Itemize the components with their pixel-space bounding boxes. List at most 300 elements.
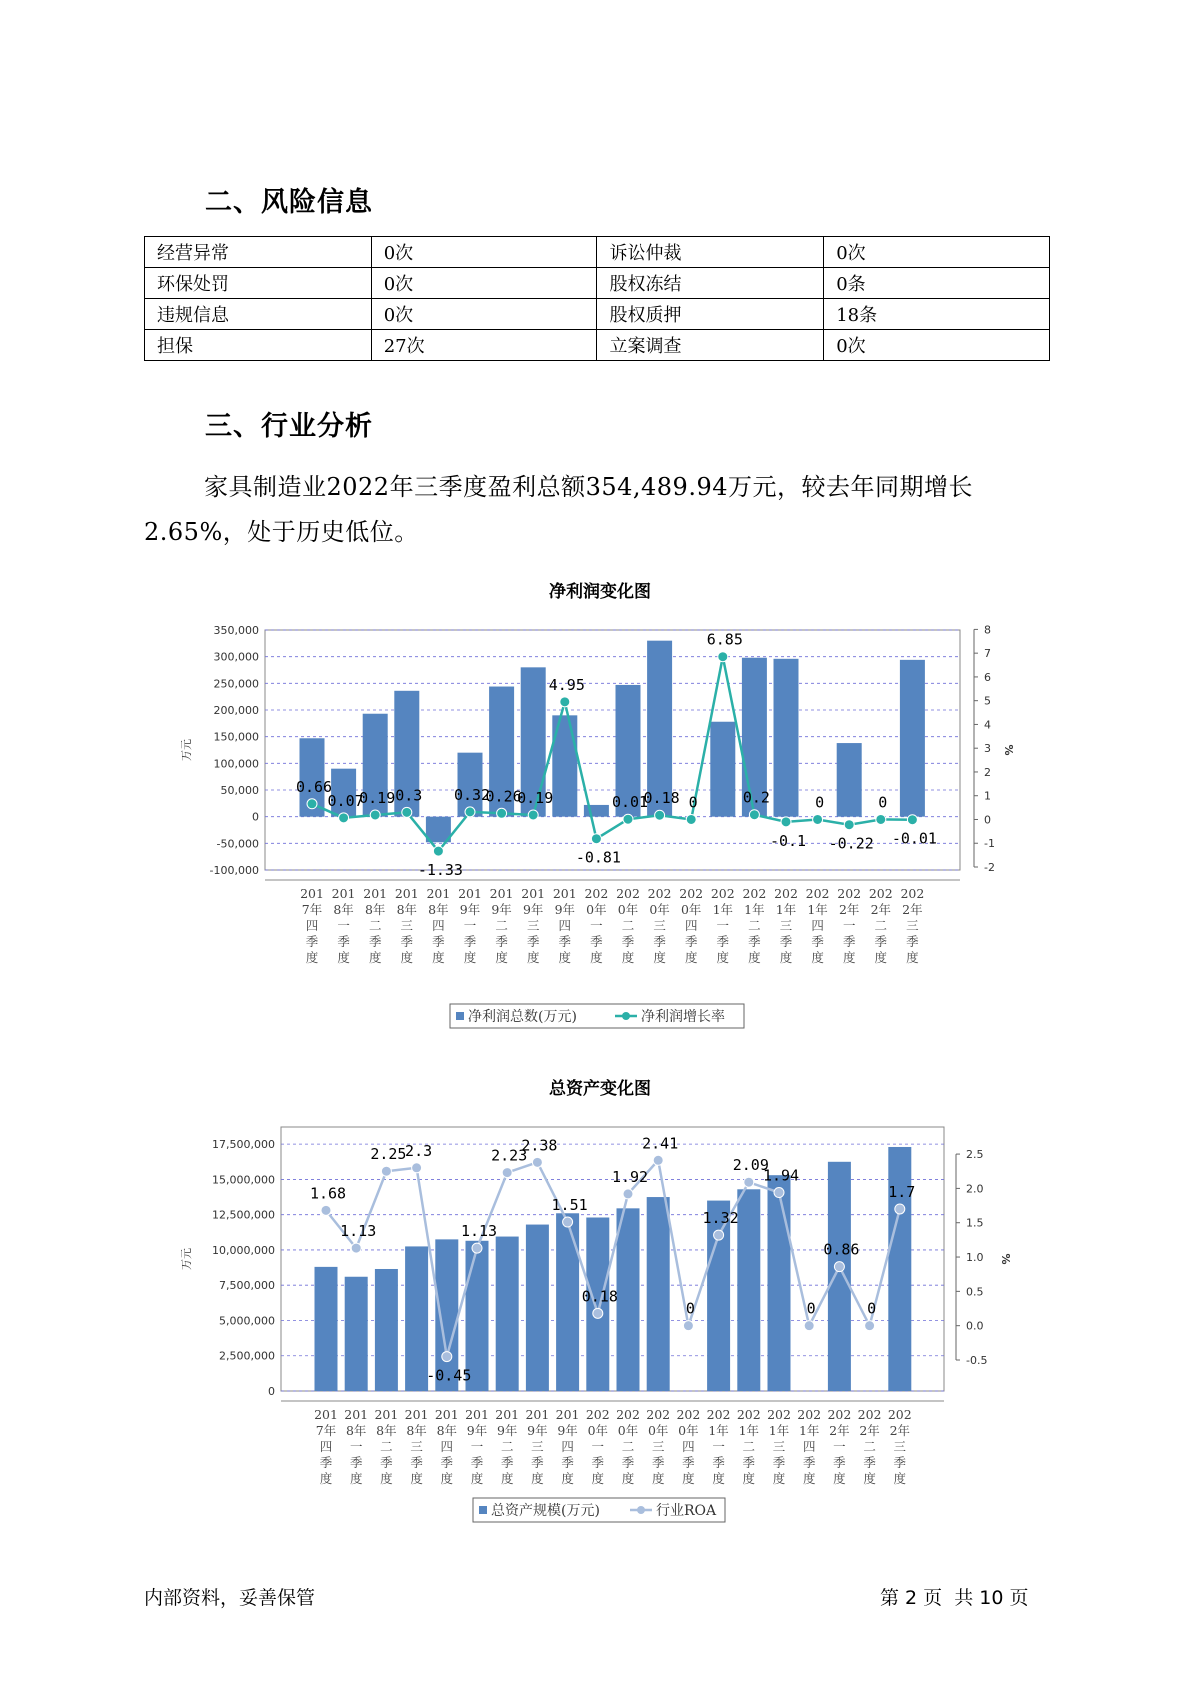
- data-label: 0: [867, 1299, 877, 1318]
- y2-tick-label: 1.0: [966, 1251, 984, 1265]
- line-point: [834, 1262, 844, 1272]
- y-tick-label: 15,000,000: [212, 1173, 275, 1187]
- x-tick-label: 季: [863, 1455, 876, 1470]
- x-tick-label: 度: [906, 950, 919, 965]
- data-label: 6.85: [706, 630, 743, 649]
- x-tick-label: 1年: [798, 1423, 820, 1438]
- risk-item-value: 0次: [371, 299, 597, 330]
- x-tick-label: 202: [827, 1407, 852, 1422]
- risk-item-value: 0次: [371, 268, 597, 299]
- data-label: 1.68: [309, 1184, 347, 1203]
- x-tick-label: 1年: [712, 902, 734, 917]
- y2-tick-label: 7: [984, 647, 991, 661]
- x-tick-label: 8年: [345, 1423, 367, 1438]
- bar: [617, 1208, 640, 1391]
- line-point: [402, 807, 412, 817]
- data-label: 0.86: [823, 1240, 860, 1259]
- data-label: 0.26: [485, 787, 522, 806]
- bar: [737, 1189, 760, 1391]
- x-tick-label: 202: [868, 886, 893, 901]
- y2-tick-label: 8: [984, 623, 991, 637]
- x-tick-label: 二: [742, 1439, 756, 1454]
- line-point: [339, 813, 349, 823]
- x-tick-label: 0年: [587, 1423, 609, 1438]
- x-tick-label: 度: [590, 950, 603, 965]
- x-tick-label: 1年: [775, 902, 797, 917]
- x-tick-label: 季: [779, 934, 793, 949]
- y-tick-label: 250,000: [213, 677, 259, 691]
- x-tick-label: 度: [463, 950, 477, 965]
- line-point: [591, 834, 601, 844]
- y2-tick-label: 2.0: [966, 1182, 984, 1196]
- y2-axis-label: %: [999, 1253, 1012, 1265]
- x-tick-label: 季: [410, 1455, 423, 1470]
- data-label: 1.7: [888, 1182, 916, 1201]
- x-tick-label: 202: [887, 1407, 912, 1422]
- y2-tick-label: 2: [984, 765, 991, 779]
- x-tick-label: 度: [712, 1471, 725, 1486]
- line-point: [718, 652, 728, 662]
- x-tick-label: 三: [906, 918, 919, 933]
- y2-tick-label: 5: [984, 694, 991, 708]
- x-tick-label: 度: [682, 1471, 695, 1486]
- line-point: [813, 814, 823, 824]
- line-point: [895, 1204, 905, 1214]
- x-tick-label: 2年: [889, 1423, 911, 1438]
- x-tick-label: 季: [368, 934, 382, 949]
- x-tick-label: 三: [400, 918, 414, 933]
- data-label: 0.07: [327, 791, 364, 810]
- x-tick-label: 8年: [406, 1423, 427, 1438]
- data-label: 0.3: [395, 786, 423, 805]
- bar: [828, 1162, 851, 1391]
- x-tick-label: 度: [526, 950, 540, 965]
- x-tick-label: 三: [526, 918, 540, 933]
- x-tick-label: 度: [337, 950, 350, 965]
- x-tick-label: 度: [863, 1471, 876, 1486]
- x-tick-label: 度: [470, 1471, 484, 1486]
- data-label: 0: [688, 793, 698, 812]
- x-tick-label: 季: [590, 934, 603, 949]
- x-tick-label: 季: [463, 934, 477, 949]
- x-tick-label: 201: [314, 1407, 338, 1422]
- x-tick-label: 201: [465, 1407, 489, 1422]
- y-tick-label: 7,500,000: [219, 1279, 275, 1293]
- legend-label-line: 净利润增长率: [641, 1009, 725, 1025]
- line-point: [412, 1163, 422, 1173]
- chart-legend: [473, 1498, 725, 1522]
- total-assets-chart: [0, 1072, 1191, 1537]
- x-tick-label: 度: [531, 1471, 544, 1486]
- x-tick-label: 202: [647, 886, 672, 901]
- x-tick-label: 202: [710, 886, 735, 901]
- line-point: [714, 1230, 724, 1240]
- x-tick-label: 度: [802, 1471, 816, 1486]
- x-tick-label: 四: [432, 918, 445, 933]
- line-point: [497, 808, 507, 818]
- y-tick-label: 350,000: [213, 624, 259, 637]
- x-tick-label: 度: [400, 950, 414, 965]
- bar: [768, 1175, 791, 1391]
- line-point: [744, 1177, 754, 1187]
- data-label: 1.13: [460, 1222, 498, 1241]
- x-tick-label: 一: [463, 918, 477, 933]
- x-tick-label: 三: [651, 1439, 665, 1454]
- x-tick-label: 季: [558, 934, 572, 949]
- x-tick-label: 季: [682, 1455, 695, 1470]
- x-tick-label: 季: [893, 1455, 907, 1470]
- y-tick-label: 0: [252, 810, 259, 824]
- line-point: [370, 810, 380, 820]
- x-tick-label: 9年: [466, 1423, 488, 1438]
- data-label: 0.18: [581, 1287, 618, 1306]
- x-tick-label: 季: [906, 934, 919, 949]
- x-tick-label: 一: [591, 1439, 605, 1454]
- x-tick-label: 202: [805, 886, 830, 901]
- x-tick-label: 一: [712, 1439, 725, 1454]
- risk-info-table: [144, 236, 1050, 361]
- data-label: 1.13: [340, 1222, 377, 1241]
- risk-item-label: 环保处罚: [145, 268, 372, 299]
- x-tick-label: 季: [500, 1455, 514, 1470]
- x-tick-label: 四: [440, 1439, 454, 1454]
- x-tick-label: 7年: [315, 1423, 337, 1438]
- x-tick-label: 2年: [902, 902, 923, 917]
- x-tick-label: 202: [676, 1407, 701, 1422]
- risk-item-value: 18条: [824, 299, 1050, 330]
- x-tick-label: 度: [653, 950, 666, 965]
- bar: [707, 1201, 730, 1391]
- x-tick-label: 201: [525, 1407, 550, 1422]
- x-tick-label: 四: [558, 918, 572, 933]
- y2-tick-label: 0.5: [966, 1285, 984, 1299]
- x-tick-label: 度: [779, 950, 793, 965]
- x-tick-label: 季: [712, 1455, 725, 1470]
- risk-item-label: 立案调查: [597, 330, 824, 361]
- x-tick-label: 0年: [586, 902, 607, 917]
- x-tick-label: 9年: [554, 902, 576, 917]
- line-point: [683, 1321, 693, 1331]
- line-point: [465, 807, 475, 817]
- x-tick-label: 季: [811, 934, 824, 949]
- x-tick-label: 一: [337, 918, 350, 933]
- y2-tick-label: 1.5: [966, 1216, 984, 1230]
- x-tick-label: 0年: [680, 902, 702, 917]
- risk-item-label: 诉讼仲裁: [597, 237, 824, 268]
- x-tick-label: 202: [616, 1407, 640, 1422]
- x-tick-label: 季: [349, 1455, 363, 1470]
- y-tick-label: -100,000: [209, 864, 259, 877]
- line-point: [804, 1321, 814, 1331]
- bar: [375, 1269, 398, 1391]
- x-tick-label: 8年: [436, 1423, 458, 1438]
- y-axis-label: 万元: [180, 1248, 193, 1270]
- x-tick-label: 季: [440, 1455, 454, 1470]
- x-tick-label: 季: [651, 1455, 665, 1470]
- y-tick-label: 300,000: [213, 650, 259, 664]
- line-point: [781, 817, 791, 827]
- risk-item-label: 经营异常: [145, 237, 372, 268]
- data-label: 0.19: [517, 788, 554, 807]
- line-point: [907, 815, 917, 825]
- x-tick-label: 度: [874, 950, 888, 965]
- x-tick-label: 202: [584, 886, 609, 901]
- data-label: 1.94: [762, 1166, 800, 1185]
- x-tick-label: 2年: [870, 902, 892, 917]
- x-tick-label: 201: [555, 1407, 580, 1422]
- x-tick-label: 202: [767, 1407, 791, 1422]
- data-label: -0.22: [828, 834, 874, 853]
- line-point: [563, 1217, 573, 1227]
- x-tick-label: 季: [495, 934, 508, 949]
- x-tick-label: 2年: [829, 1423, 850, 1438]
- risk-table-row: [145, 299, 1050, 330]
- x-tick-label: 四: [319, 1439, 333, 1454]
- x-tick-label: 度: [893, 1471, 907, 1486]
- x-tick-label: 三: [893, 1439, 907, 1454]
- y-tick-label: 5,000,000: [219, 1314, 275, 1328]
- x-tick-label: 度: [591, 1471, 605, 1486]
- x-tick-label: 季: [653, 934, 666, 949]
- x-tick-label: 201: [426, 886, 451, 901]
- x-tick-label: 季: [684, 934, 698, 949]
- x-tick-label: 201: [458, 886, 482, 901]
- x-tick-label: 9年: [459, 902, 481, 917]
- x-tick-label: 0年: [617, 902, 639, 917]
- y2-tick-label: -2: [984, 861, 995, 874]
- x-tick-label: 度: [621, 950, 635, 965]
- x-tick-label: 201: [404, 1407, 429, 1422]
- x-tick-label: 二: [874, 918, 888, 933]
- line-point: [321, 1205, 331, 1215]
- x-tick-label: 202: [742, 886, 767, 901]
- data-label: 1.51: [551, 1196, 588, 1215]
- x-tick-label: 三: [772, 1439, 786, 1454]
- y2-tick-label: -0.5: [966, 1354, 988, 1367]
- x-tick-label: 度: [380, 1471, 393, 1486]
- data-label: 0.66: [295, 777, 333, 796]
- data-label: 0.32: [453, 785, 491, 804]
- y-tick-label: 150,000: [213, 730, 259, 744]
- x-tick-label: 2年: [859, 1423, 880, 1438]
- x-tick-label: 1年: [807, 902, 828, 917]
- x-tick-label: 8年: [376, 1423, 397, 1438]
- x-tick-label: 201: [434, 1407, 459, 1422]
- x-tick-label: 一: [349, 1439, 363, 1454]
- risk-item-label: 股权冻结: [597, 268, 824, 299]
- x-tick-label: 季: [531, 1455, 544, 1470]
- x-tick-label: 度: [833, 1471, 846, 1486]
- bar: [837, 743, 862, 817]
- line-point: [623, 814, 633, 824]
- data-label: 0.01: [611, 793, 649, 812]
- data-label: 2.3: [405, 1141, 433, 1160]
- x-tick-label: 202: [679, 886, 704, 901]
- x-tick-label: 1年: [708, 1423, 729, 1438]
- legend-label-bars: 总资产规模(万元): [491, 1503, 600, 1519]
- y-tick-label: 2,500,000: [219, 1349, 275, 1363]
- x-tick-label: 2年: [838, 902, 860, 917]
- x-tick-label: 度: [684, 950, 698, 965]
- y-tick-label: 50,000: [220, 784, 259, 797]
- bar: [647, 1197, 670, 1391]
- risk-item-value: 0次: [371, 237, 597, 268]
- line-point: [532, 1157, 542, 1167]
- x-tick-label: 201: [552, 886, 577, 901]
- x-tick-label: 0年: [617, 1423, 639, 1438]
- data-label: -1.33: [417, 861, 463, 880]
- x-tick-label: 度: [319, 1471, 333, 1486]
- x-tick-label: 9年: [557, 1423, 578, 1438]
- x-tick-label: 季: [400, 934, 414, 949]
- y-tick-label: -50,000: [216, 837, 259, 851]
- x-tick-label: 201: [344, 1407, 369, 1422]
- y2-tick-label: 0: [984, 813, 991, 827]
- x-tick-label: 202: [837, 886, 862, 901]
- x-tick-label: 度: [716, 950, 730, 965]
- x-tick-label: 季: [621, 1455, 635, 1470]
- y-tick-label: 12,500,000: [212, 1208, 275, 1222]
- x-tick-label: 二: [500, 1439, 514, 1454]
- x-tick-label: 度: [811, 950, 824, 965]
- bar: [496, 1237, 519, 1391]
- data-label: 1.32: [702, 1209, 739, 1228]
- chart-title: 净利润变化图: [549, 582, 651, 602]
- risk-table-row: [145, 330, 1050, 361]
- x-tick-label: 一: [470, 1439, 484, 1454]
- data-label: 2.41: [642, 1134, 679, 1153]
- x-tick-label: 度: [772, 1471, 786, 1486]
- x-tick-label: 8年: [396, 902, 418, 917]
- bar: [900, 660, 925, 817]
- x-tick-label: 202: [900, 886, 925, 901]
- data-label: 1.92: [611, 1167, 649, 1186]
- risk-item-value: 27次: [371, 330, 597, 361]
- y-tick-label: 100,000: [213, 757, 259, 771]
- x-tick-label: 四: [684, 918, 698, 933]
- x-tick-label: 度: [621, 1471, 635, 1486]
- legend-label-line: 行业ROA: [656, 1503, 717, 1519]
- section-title-industry: 三、行业分析: [205, 411, 373, 442]
- x-tick-label: 季: [470, 1455, 484, 1470]
- x-tick-label: 202: [774, 886, 798, 901]
- x-tick-label: 季: [874, 934, 888, 949]
- x-tick-label: 季: [716, 934, 730, 949]
- risk-item-label: 股权质押: [597, 299, 824, 330]
- x-tick-label: 201: [300, 886, 324, 901]
- data-label: 0: [685, 1299, 695, 1318]
- x-tick-label: 二: [621, 918, 635, 933]
- y-tick-label: 17,500,000: [212, 1138, 275, 1152]
- line-point: [774, 1188, 784, 1198]
- x-tick-label: 度: [440, 1471, 454, 1486]
- x-tick-label: 201: [394, 886, 419, 901]
- risk-table-row: [145, 237, 1050, 268]
- y2-tick-label: 6: [984, 670, 991, 684]
- x-tick-label: 度: [748, 950, 761, 965]
- x-tick-label: 202: [797, 1407, 822, 1422]
- line-point: [844, 820, 854, 830]
- x-tick-label: 度: [368, 950, 382, 965]
- y2-tick-label: 0.0: [966, 1319, 984, 1333]
- bar: [774, 659, 799, 817]
- x-tick-label: 季: [591, 1455, 605, 1470]
- x-tick-label: 季: [748, 934, 761, 949]
- line-point: [623, 1189, 633, 1199]
- line-point: [502, 1168, 512, 1178]
- x-tick-label: 202: [646, 1407, 671, 1422]
- net-profit-chart: [0, 575, 1191, 1040]
- y2-tick-label: -1: [984, 837, 995, 851]
- line-point: [472, 1243, 482, 1253]
- x-tick-label: 季: [337, 934, 350, 949]
- legend-bar-swatch: [456, 1012, 464, 1020]
- x-tick-label: 度: [432, 950, 445, 965]
- x-tick-label: 二: [863, 1439, 876, 1454]
- line-point: [655, 810, 665, 820]
- y2-tick-label: 4: [984, 718, 991, 732]
- x-tick-label: 202: [857, 1407, 882, 1422]
- x-tick-label: 四: [802, 1439, 816, 1454]
- data-label: 0.18: [643, 789, 680, 808]
- x-tick-label: 四: [682, 1439, 695, 1454]
- line-point: [865, 1321, 875, 1331]
- x-tick-label: 季: [380, 1455, 393, 1470]
- x-tick-label: 三: [531, 1439, 544, 1454]
- line-point: [528, 810, 538, 820]
- x-tick-label: 三: [779, 918, 793, 933]
- y2-tick-label: 2.5: [966, 1148, 984, 1162]
- line-point: [560, 697, 570, 707]
- x-tick-label: 度: [410, 1471, 423, 1486]
- y-tick-label: 0: [268, 1385, 275, 1398]
- x-tick-label: 季: [305, 934, 319, 949]
- data-label: 0: [806, 1299, 816, 1318]
- x-tick-label: 四: [305, 918, 319, 933]
- data-label: 0: [815, 793, 825, 812]
- x-tick-label: 二: [621, 1439, 635, 1454]
- x-tick-label: 8年: [428, 902, 449, 917]
- x-tick-label: 季: [432, 934, 445, 949]
- x-tick-label: 季: [802, 1455, 816, 1470]
- x-tick-label: 二: [748, 918, 761, 933]
- x-tick-label: 三: [653, 918, 666, 933]
- x-tick-label: 201: [489, 886, 514, 901]
- x-tick-label: 一: [842, 918, 856, 933]
- x-tick-label: 202: [585, 1407, 610, 1422]
- data-label: 2.25: [370, 1145, 407, 1164]
- x-tick-label: 201: [495, 1407, 520, 1422]
- data-label: 2.09: [732, 1156, 769, 1175]
- line-point: [593, 1308, 603, 1318]
- chart-title: 总资产变化图: [549, 1079, 651, 1099]
- x-tick-label: 度: [495, 950, 508, 965]
- x-tick-label: 度: [842, 950, 856, 965]
- risk-item-value: 0次: [824, 330, 1050, 361]
- line-point: [876, 814, 886, 824]
- line-point: [381, 1166, 391, 1176]
- x-tick-label: 0年: [649, 902, 670, 917]
- x-tick-label: 0年: [678, 1423, 699, 1438]
- data-label: -0.45: [426, 1366, 472, 1385]
- x-tick-label: 0年: [647, 1423, 669, 1438]
- section-title-risk: 二、风险信息: [205, 187, 373, 218]
- x-tick-label: 一: [590, 918, 603, 933]
- risk-item-value: 0次: [824, 237, 1050, 268]
- bar: [710, 722, 735, 817]
- y-tick-label: 200,000: [213, 704, 259, 717]
- bar: [526, 1225, 549, 1391]
